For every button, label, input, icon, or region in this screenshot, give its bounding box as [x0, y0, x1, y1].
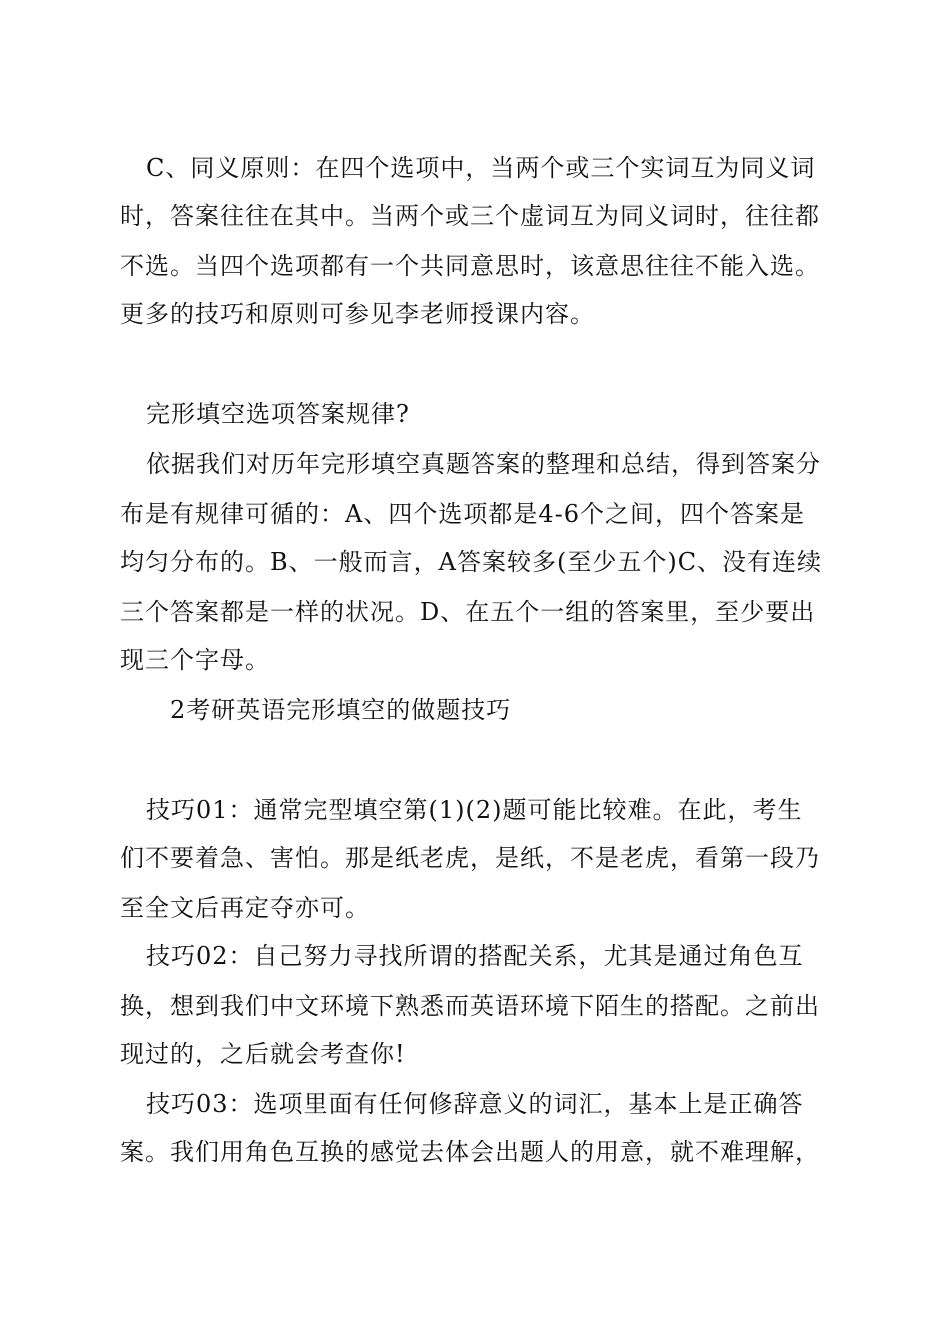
paragraph-line: 依据我们对历年完形填空真题答案的整理和总结，得到答案分 [146, 450, 821, 478]
section-title: 2考研英语完形填空的做题技巧 [170, 696, 512, 724]
paragraph-line: 技巧01：通常完型填空第(1)(2)题可能比较难。在此，考生 [146, 796, 803, 824]
paragraph-line: 至全文后再定夺亦可。 [120, 894, 370, 922]
paragraph-line: 技巧02：自己努力寻找所谓的搭配关系，尤其是通过角色互 [146, 942, 804, 970]
paragraph-line: 时，答案往往在其中。当两个或三个虚词互为同义词时，往往都 [120, 202, 820, 230]
paragraph-line: 三个答案都是一样的状况。D、在五个一组的答案里，至少要出 [120, 598, 816, 626]
paragraph-line: 技巧03：选项里面有任何修辞意义的词汇，基本上是正确答 [146, 1090, 804, 1118]
paragraph-line: C、同义原则：在四个选项中，当两个或三个实词互为同义词 [146, 154, 816, 182]
paragraph-line: 现三个字母。 [120, 646, 270, 674]
paragraph-line: 布是有规律可循的：A、四个选项都是4-6个之间，四个答案是 [120, 500, 805, 528]
paragraph-line: 不选。当四个选项都有一个共同意思时，该意思往往不能入选。 [120, 252, 820, 280]
paragraph-line: 更多的技巧和原则可参见李老师授课内容。 [120, 300, 595, 328]
paragraph-line: 换，想到我们中文环境下熟悉而英语环境下陌生的搭配。之前出 [120, 992, 820, 1020]
paragraph-line: 案。我们用角色互换的感觉去体会出题人的用意，就不难理解， [120, 1138, 820, 1166]
section-heading: 完形填空选项答案规律? [146, 400, 410, 428]
paragraph-line: 现过的，之后就会考查你! [120, 1040, 406, 1068]
paragraph-line: 们不要着急、害怕。那是纸老虎，是纸，不是老虎，看第一段乃 [120, 844, 820, 872]
paragraph-line: 均匀分布的。B、一般而言，A答案较多(至少五个)C、没有连续 [120, 548, 823, 576]
